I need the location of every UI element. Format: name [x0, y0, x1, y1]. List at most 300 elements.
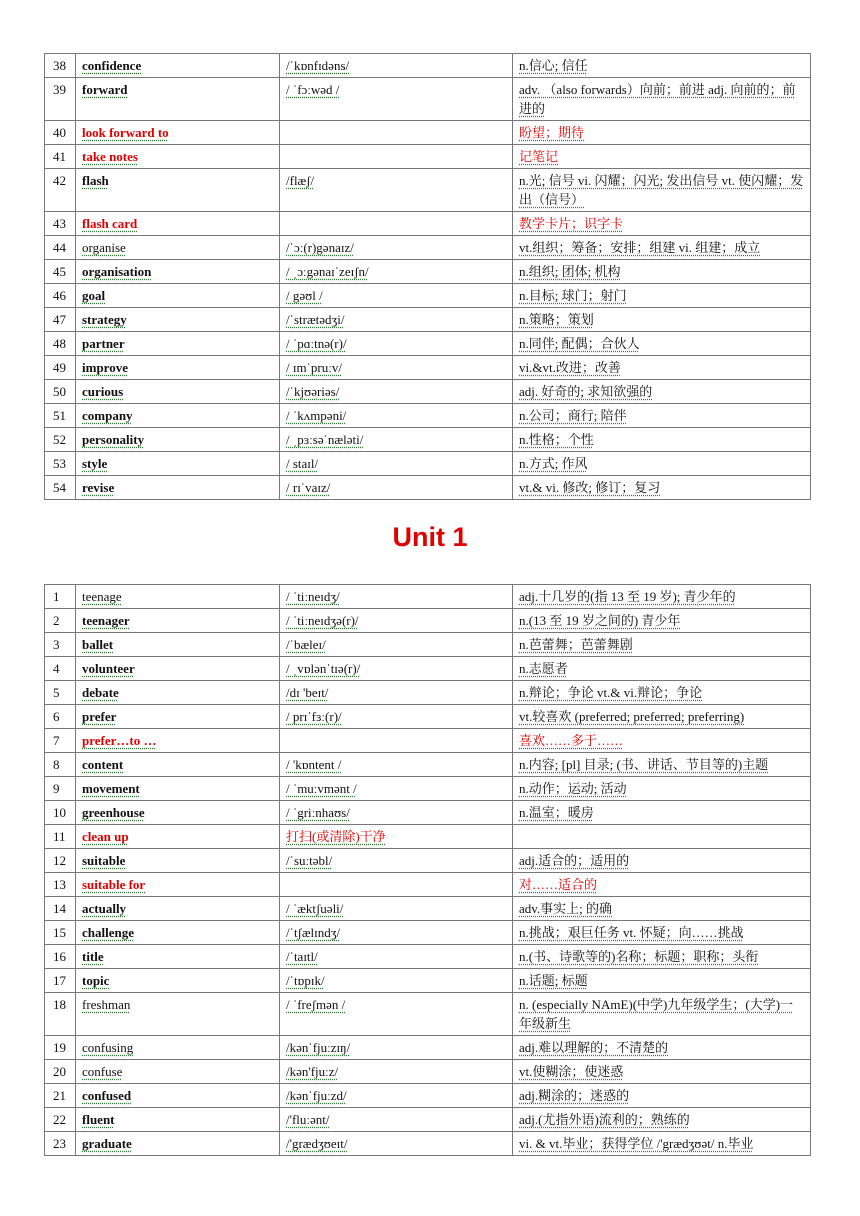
table-row — [45, 356, 811, 380]
phonetic-text: /'grædʒʊeɪt/ — [286, 1136, 348, 1151]
definition-cell — [513, 1108, 811, 1132]
table-row — [45, 921, 811, 945]
row-number: 44 — [45, 236, 76, 260]
word-cell — [76, 1108, 280, 1132]
row-number: 54 — [45, 476, 76, 500]
word-cell — [76, 404, 280, 428]
phonetic-text: /kən'fjuːz/ — [286, 1064, 339, 1079]
word-text: greenhouse — [82, 805, 145, 820]
word-cell — [76, 452, 280, 476]
table-row — [45, 404, 811, 428]
definition-cell — [513, 897, 811, 921]
definition-cell — [513, 1132, 811, 1156]
table-row — [45, 777, 811, 801]
phonetic-text: / ˈfɔːwəd / — [286, 82, 340, 97]
word-text: graduate — [82, 1136, 132, 1151]
word-cell — [76, 993, 280, 1036]
row-number: 47 — [45, 308, 76, 332]
phonetic-text: / ˌpɜːsəˈnæləti/ — [286, 432, 364, 447]
phrase-text: look forward to — [82, 125, 169, 140]
word-text: revise — [82, 480, 115, 495]
definition-cell — [513, 993, 811, 1036]
word-cell — [76, 729, 280, 753]
row-number: 52 — [45, 428, 76, 452]
phrase-text: clean up — [82, 829, 129, 844]
word-text: confuse — [82, 1064, 123, 1079]
table-row — [45, 236, 811, 260]
unit-heading: Unit 1 — [392, 522, 468, 552]
word-cell — [76, 825, 280, 849]
definition-cell — [513, 236, 811, 260]
table-row — [45, 801, 811, 825]
word-cell — [76, 145, 280, 169]
row-number: 53 — [45, 452, 76, 476]
row-number: 16 — [45, 945, 76, 969]
definition-cell — [513, 801, 811, 825]
word-cell — [76, 308, 280, 332]
row-number: 14 — [45, 897, 76, 921]
definition-text: adv. （also forwards）向前；前进 adj. 向前的；前进的 — [519, 82, 796, 116]
word-text: prefer — [82, 709, 117, 724]
word-text: challenge — [82, 925, 134, 940]
word-cell — [76, 921, 280, 945]
word-cell — [76, 1132, 280, 1156]
word-text: style — [82, 456, 108, 471]
row-number: 11 — [45, 825, 76, 849]
phonetic-text: /kənˈfjuːzɪŋ/ — [286, 1040, 351, 1055]
definition-text: adj.适合的；适用的 — [519, 853, 630, 868]
definition-text: n.(书、诗歌等的)名称；标题；职称；头衔 — [519, 949, 759, 964]
word-text: movement — [82, 781, 140, 796]
phrase-text: suitable for — [82, 877, 146, 892]
definition-text: n.策略；策划 — [519, 312, 594, 327]
definition-text: n.志愿者 — [519, 661, 568, 676]
row-number: 13 — [45, 873, 76, 897]
word-text: confusing — [82, 1040, 134, 1055]
table-row — [45, 284, 811, 308]
definition-text: 记笔记 — [519, 149, 559, 164]
word-cell — [76, 169, 280, 212]
definition-cell — [513, 476, 811, 500]
row-number: 41 — [45, 145, 76, 169]
definition-cell — [513, 777, 811, 801]
phonetic-cell — [280, 633, 513, 657]
row-number: 49 — [45, 356, 76, 380]
definition-text: n.同伴; 配偶；合伙人 — [519, 336, 640, 351]
row-number: 43 — [45, 212, 76, 236]
word-cell — [76, 657, 280, 681]
word-cell — [76, 969, 280, 993]
definition-cell — [513, 78, 811, 121]
definition-cell — [513, 169, 811, 212]
word-cell — [76, 380, 280, 404]
phonetic-text: / ˈtiːneɪdʒə(r)/ — [286, 613, 359, 628]
row-number: 40 — [45, 121, 76, 145]
word-text: improve — [82, 360, 128, 375]
phonetic-text: 打扫(或清除)干净 — [286, 829, 386, 844]
table-row — [45, 705, 811, 729]
word-text: topic — [82, 973, 110, 988]
row-number: 38 — [45, 54, 76, 78]
definition-cell — [513, 212, 811, 236]
definition-text: adj.十几岁的(指 13 至 19 岁); 青少年的 — [519, 589, 736, 604]
word-text: goal — [82, 288, 106, 303]
row-number: 50 — [45, 380, 76, 404]
phonetic-text: / ˈæktʃuəli/ — [286, 901, 344, 916]
phonetic-text: / ˈkʌmpəni/ — [286, 408, 347, 423]
definition-cell — [513, 633, 811, 657]
definition-cell — [513, 585, 811, 609]
definition-text: n.光; 信号 vi. 闪耀；闪光; 发出信号 vt. 使闪耀；发出（信号） — [519, 173, 804, 207]
word-cell — [76, 945, 280, 969]
table-row — [45, 969, 811, 993]
row-number: 39 — [45, 78, 76, 121]
definition-text: adv.事实上; 的确 — [519, 901, 613, 916]
phonetic-cell — [280, 1108, 513, 1132]
phrase-text: take notes — [82, 149, 138, 164]
phonetic-text: / prɪˈfɜː(r)/ — [286, 709, 342, 724]
definition-text: n.组织; 团体; 机构 — [519, 264, 621, 279]
row-number: 46 — [45, 284, 76, 308]
row-number: 12 — [45, 849, 76, 873]
word-text: personality — [82, 432, 145, 447]
phonetic-cell — [280, 705, 513, 729]
definition-cell — [513, 873, 811, 897]
phonetic-text: /kənˈfjuːzd/ — [286, 1088, 347, 1103]
word-cell — [76, 705, 280, 729]
table-row — [45, 260, 811, 284]
definition-cell — [513, 260, 811, 284]
phonetic-cell — [280, 969, 513, 993]
definition-text: vi.&vt.改进；改善 — [519, 360, 621, 375]
word-text: fluent — [82, 1112, 115, 1127]
phonetic-text: / ˈtiːneɪdʒ/ — [286, 589, 340, 604]
definition-cell — [513, 452, 811, 476]
row-number: 15 — [45, 921, 76, 945]
table-row — [45, 169, 811, 212]
phonetic-cell — [280, 121, 513, 145]
definition-text: 教学卡片；识字卡 — [519, 216, 624, 231]
phonetic-text: /ˈkjʊəriəs/ — [286, 384, 340, 399]
definition-text: n.公司；商行; 陪伴 — [519, 408, 627, 423]
phonetic-cell — [280, 657, 513, 681]
word-cell — [76, 633, 280, 657]
definition-cell — [513, 284, 811, 308]
word-cell — [76, 585, 280, 609]
word-cell — [76, 476, 280, 500]
definition-text: n.信心; 信任 — [519, 58, 588, 73]
word-text: flash — [82, 173, 109, 188]
word-cell — [76, 897, 280, 921]
row-number: 51 — [45, 404, 76, 428]
word-text: curious — [82, 384, 124, 399]
phonetic-text: /ˈɔː(r)gənaɪz/ — [286, 240, 354, 255]
word-cell — [76, 212, 280, 236]
phonetic-cell — [280, 1036, 513, 1060]
definition-cell — [513, 753, 811, 777]
table-row — [45, 657, 811, 681]
row-number: 1 — [45, 585, 76, 609]
table-row — [45, 729, 811, 753]
table-row — [45, 1060, 811, 1084]
phonetic-cell — [280, 236, 513, 260]
phonetic-text: / ˈmuːvmənt / — [286, 781, 357, 796]
definition-cell — [513, 825, 811, 849]
table-row — [45, 993, 811, 1036]
table-row — [45, 54, 811, 78]
definition-cell — [513, 1060, 811, 1084]
phonetic-cell — [280, 356, 513, 380]
definition-text: n.辩论；争论 vt.& vi.辩论；争论 — [519, 685, 703, 700]
table-row — [45, 452, 811, 476]
definition-cell — [513, 1084, 811, 1108]
phonetic-cell — [280, 260, 513, 284]
word-cell — [76, 332, 280, 356]
table-row — [45, 78, 811, 121]
phonetic-cell — [280, 729, 513, 753]
phonetic-text: / ˈfreʃmən / — [286, 997, 346, 1012]
word-cell — [76, 873, 280, 897]
phonetic-cell — [280, 753, 513, 777]
definition-cell — [513, 54, 811, 78]
definition-cell — [513, 681, 811, 705]
word-cell — [76, 777, 280, 801]
phonetic-cell — [280, 452, 513, 476]
phonetic-text: /ˈsuːtəbl/ — [286, 853, 333, 868]
phonetic-cell — [280, 145, 513, 169]
phonetic-text: /ˈbæleɪ/ — [286, 637, 326, 652]
word-cell — [76, 284, 280, 308]
definition-text: n.目标; 球门；射门 — [519, 288, 627, 303]
row-number: 20 — [45, 1060, 76, 1084]
definition-text: 对……适合的 — [519, 877, 598, 892]
row-number: 45 — [45, 260, 76, 284]
definition-cell — [513, 657, 811, 681]
phonetic-cell — [280, 1060, 513, 1084]
definition-text: n.挑战；艰巨任务 vt. 怀疑；向……挑战 — [519, 925, 744, 940]
word-text: volunteer — [82, 661, 135, 676]
definition-cell — [513, 1036, 811, 1060]
table-row — [45, 308, 811, 332]
table-row — [45, 873, 811, 897]
row-number: 18 — [45, 993, 76, 1036]
phonetic-cell — [280, 169, 513, 212]
phonetic-text: / ɪmˈpruːv/ — [286, 360, 342, 375]
word-text: debate — [82, 685, 119, 700]
phonetic-cell — [280, 801, 513, 825]
phonetic-text: /'fluːənt/ — [286, 1112, 330, 1127]
definition-text: adj.(尤指外语)流利的；熟练的 — [519, 1112, 690, 1127]
definition-text: adj.难以理解的；不清楚的 — [519, 1040, 669, 1055]
table-row — [45, 849, 811, 873]
definition-text: n.温室；暖房 — [519, 805, 594, 820]
word-text: ballet — [82, 637, 114, 652]
word-cell — [76, 1060, 280, 1084]
definition-text: vt.较喜欢 (preferred; preferred; preferring) — [519, 709, 745, 724]
phonetic-cell — [280, 825, 513, 849]
word-cell — [76, 54, 280, 78]
definition-text: n.动作；运动; 活动 — [519, 781, 627, 796]
phonetic-cell — [280, 849, 513, 873]
definition-text: vi. & vt.毕业；获得学位 /'grædʒʊət/ n.毕业 — [519, 1136, 754, 1151]
definition-cell — [513, 332, 811, 356]
word-cell — [76, 753, 280, 777]
definition-text: n.(13 至 19 岁之间的) 青少年 — [519, 613, 681, 628]
word-text: confused — [82, 1088, 132, 1103]
table-row — [45, 212, 811, 236]
word-text: confidence — [82, 58, 142, 73]
definition-text: 喜欢……多于…… — [519, 733, 624, 748]
row-number: 23 — [45, 1132, 76, 1156]
phonetic-text: / rɪˈvaɪz/ — [286, 480, 331, 495]
row-number: 4 — [45, 657, 76, 681]
table-row — [45, 945, 811, 969]
table-row — [45, 1132, 811, 1156]
row-number: 19 — [45, 1036, 76, 1060]
phonetic-text: /dɪ 'beɪt/ — [286, 685, 329, 700]
word-text: content — [82, 757, 124, 772]
word-text: freshman — [82, 997, 131, 1012]
phrase-text: prefer…to … — [82, 733, 157, 748]
table-row — [45, 428, 811, 452]
phonetic-cell — [280, 1132, 513, 1156]
phonetic-cell — [280, 945, 513, 969]
definition-cell — [513, 921, 811, 945]
definition-cell — [513, 404, 811, 428]
phonetic-cell — [280, 284, 513, 308]
table-row — [45, 1036, 811, 1060]
definition-text: n.方式; 作风 — [519, 456, 588, 471]
phonetic-cell — [280, 585, 513, 609]
phonetic-cell — [280, 212, 513, 236]
phonetic-cell — [280, 1084, 513, 1108]
word-cell — [76, 356, 280, 380]
phonetic-text: / 'kɒntent / — [286, 757, 342, 772]
table-row — [45, 1084, 811, 1108]
word-text: forward — [82, 82, 128, 97]
word-cell — [76, 1084, 280, 1108]
definition-text: n.话题; 标题 — [519, 973, 588, 988]
phonetic-cell — [280, 78, 513, 121]
definition-text: n. (especially NAmE)(中学)九年级学生；(大学)一年级新生 — [519, 997, 794, 1031]
phonetic-cell — [280, 428, 513, 452]
row-number: 2 — [45, 609, 76, 633]
definition-cell — [513, 308, 811, 332]
phonetic-text: /ˈtɒpɪk/ — [286, 973, 325, 988]
row-number: 5 — [45, 681, 76, 705]
definition-text: 盼望；期待 — [519, 125, 585, 140]
row-number: 22 — [45, 1108, 76, 1132]
table-row — [45, 380, 811, 404]
phonetic-cell — [280, 609, 513, 633]
word-cell — [76, 260, 280, 284]
definition-cell — [513, 729, 811, 753]
definition-text: adj.糊涂的；迷惑的 — [519, 1088, 630, 1103]
phonetic-text: / ˌvɒlənˈtɪə(r)/ — [286, 661, 361, 676]
phonetic-cell — [280, 897, 513, 921]
phonetic-text: /ˈstrætədʒi/ — [286, 312, 345, 327]
phonetic-cell — [280, 380, 513, 404]
row-number: 48 — [45, 332, 76, 356]
table-row — [45, 633, 811, 657]
phonetic-cell — [280, 873, 513, 897]
table-row — [45, 145, 811, 169]
word-text: suitable — [82, 853, 126, 868]
phonetic-text: /flæʃ/ — [286, 173, 315, 188]
table-row — [45, 753, 811, 777]
definition-cell — [513, 356, 811, 380]
word-cell — [76, 428, 280, 452]
word-text: teenage — [82, 589, 122, 604]
phonetic-text: / ˌɔːgənaɪˈzeɪʃn/ — [286, 264, 369, 279]
row-number: 9 — [45, 777, 76, 801]
phonetic-text: /ˈtʃælɪndʒ/ — [286, 925, 341, 940]
word-text: organise — [82, 240, 126, 255]
table-row — [45, 476, 811, 500]
row-number: 17 — [45, 969, 76, 993]
phonetic-cell — [280, 476, 513, 500]
table-row — [45, 585, 811, 609]
definition-text: vt.使糊涂；使迷惑 — [519, 1064, 624, 1079]
definition-text: vt.& vi. 修改; 修订；复习 — [519, 480, 661, 495]
phonetic-text: / gəʊl / — [286, 288, 323, 303]
definition-cell — [513, 849, 811, 873]
phonetic-text: / ˈpɑːtnə(r)/ — [286, 336, 347, 351]
phonetic-cell — [280, 404, 513, 428]
vocabulary-table-body — [45, 54, 811, 500]
definition-cell — [513, 609, 811, 633]
phonetic-text: / staɪl/ — [286, 456, 319, 471]
table-row — [45, 121, 811, 145]
phrase-text: flash card — [82, 216, 138, 231]
phonetic-text: / ˈgriːnhaʊs/ — [286, 805, 350, 820]
table-row — [45, 1108, 811, 1132]
table-row — [45, 609, 811, 633]
table-row — [45, 681, 811, 705]
row-number: 21 — [45, 1084, 76, 1108]
definition-text: adj. 好奇的; 求知欲强的 — [519, 384, 653, 399]
definition-text: n.性格；个性 — [519, 432, 594, 447]
word-text: actually — [82, 901, 127, 916]
word-text: company — [82, 408, 133, 423]
phonetic-cell — [280, 681, 513, 705]
definition-cell — [513, 969, 811, 993]
definition-cell — [513, 945, 811, 969]
word-cell — [76, 849, 280, 873]
table-row — [45, 825, 811, 849]
phonetic-text: /ˈkɒnfɪdəns/ — [286, 58, 350, 73]
definition-text: n.内容; [pl] 目录; (书、讲话、节目等的)主题 — [519, 757, 769, 772]
word-cell — [76, 801, 280, 825]
word-text: partner — [82, 336, 125, 351]
definition-cell — [513, 121, 811, 145]
word-cell — [76, 78, 280, 121]
phonetic-cell — [280, 777, 513, 801]
phonetic-cell — [280, 308, 513, 332]
word-text: organisation — [82, 264, 152, 279]
table-row — [45, 332, 811, 356]
definition-cell — [513, 428, 811, 452]
vocabulary-table-continued — [44, 53, 811, 500]
definition-text: vt.组织；筹备；安排；组建 vi. 组建；成立 — [519, 240, 761, 255]
phonetic-cell — [280, 921, 513, 945]
phonetic-cell — [280, 332, 513, 356]
word-cell — [76, 236, 280, 260]
row-number: 3 — [45, 633, 76, 657]
word-text: title — [82, 949, 104, 964]
vocabulary-table-unit-1 — [44, 584, 811, 1156]
word-text: teenager — [82, 613, 130, 628]
